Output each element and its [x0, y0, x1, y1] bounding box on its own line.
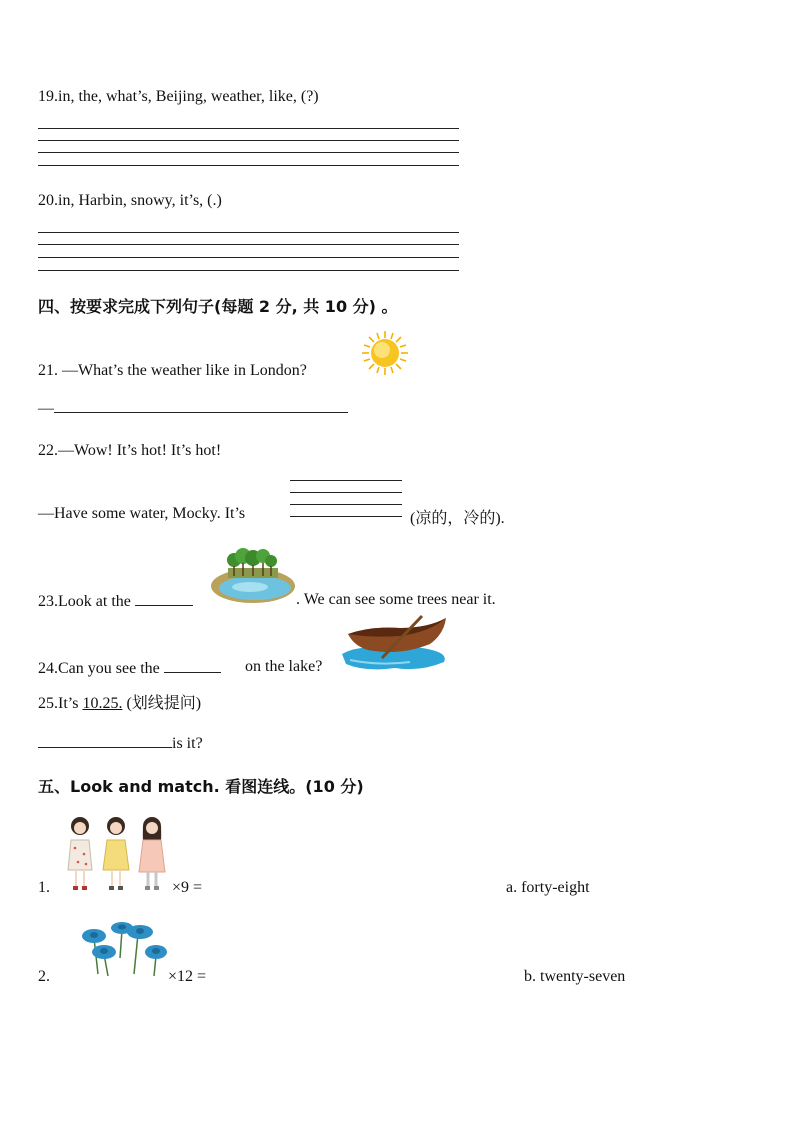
- question-22-line1: 22.—Wow! It’s hot! It’s hot!: [38, 442, 222, 459]
- match-2-number: 2.: [38, 968, 50, 985]
- question-25-prompt: 25.It’s 10.25. (划线提问): [38, 695, 202, 712]
- three-girls-icon: [64, 812, 172, 894]
- question-21-prompt: 21. —What’s the weather like in London?: [38, 362, 307, 379]
- question-20-prompt: 20.in, Harbin, snowy, it’s, (.): [38, 192, 222, 209]
- match-1-expression: ×9 =: [172, 879, 203, 896]
- question-23-prompt[interactable]: 23.Look at the: [38, 591, 193, 611]
- question-24-suffix: on the lake?: [245, 658, 323, 675]
- question-24-prompt[interactable]: 24.Can you see the: [38, 658, 221, 678]
- match-option-a[interactable]: a. forty-eight: [506, 879, 590, 896]
- question-22-line2: —Have some water, Mocky. It’s: [38, 505, 246, 522]
- sun-icon: [360, 330, 410, 376]
- boat-icon: [340, 614, 450, 672]
- underlined-answer: 10.25.: [82, 695, 123, 712]
- blue-flowers-icon: [72, 918, 168, 978]
- match-1-number: 1.: [38, 879, 50, 896]
- section-5-heading: 五、Look and match. 看图连线。(10 分): [38, 777, 364, 796]
- question-22-hint: (凉的，冷的).: [410, 510, 505, 527]
- question-25-answer-line[interactable]: is it?: [38, 733, 203, 753]
- question-21-answer-line[interactable]: —: [38, 398, 348, 418]
- question-23-suffix: . We can see some trees near it.: [296, 591, 496, 608]
- match-2-expression: ×12 =: [168, 968, 207, 985]
- match-option-b[interactable]: b. twenty-seven: [524, 968, 626, 985]
- section-4-heading: 四、按要求完成下列句子(每题 2 分, 共 10 分) 。: [38, 297, 398, 316]
- question-19-prompt: 19.in, the, what’s, Beijing, weather, like, (?): [38, 88, 319, 105]
- lake-with-trees-icon: [210, 548, 296, 606]
